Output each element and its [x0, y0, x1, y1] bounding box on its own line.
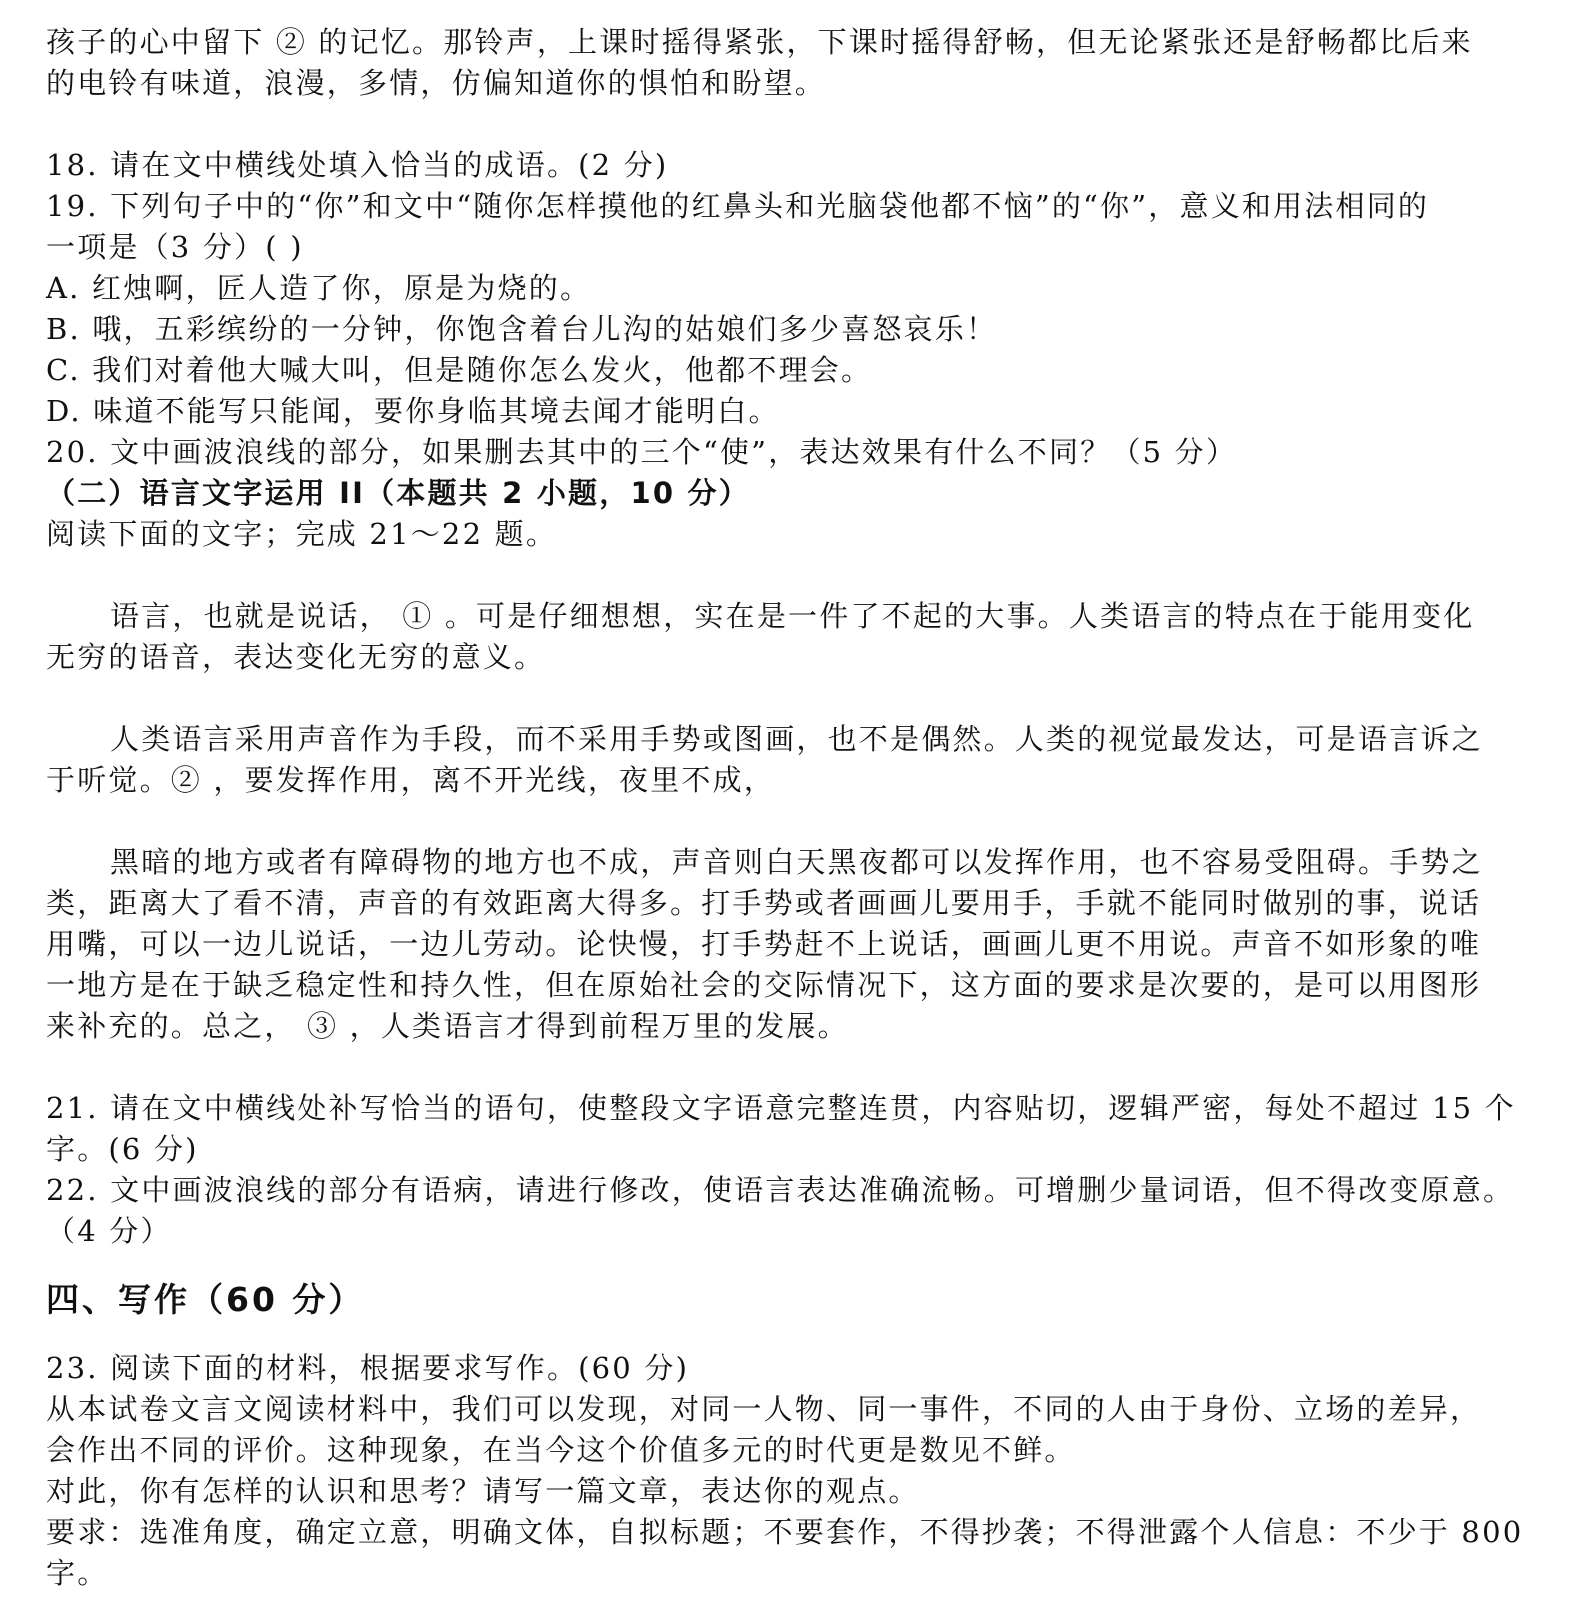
question-22-line-1: 22. 文中画波浪线的部分有语病，请进行修改，使语言表达准确流畅。可增删少量词语，但不得改变原意。 — [46, 1173, 1515, 1207]
question-19-option-a: A. 红烛啊，匠人造了你，原是为烧的。 — [46, 271, 592, 305]
section-4-title: 四、写作（60 分） — [46, 1280, 365, 1319]
spacer — [46, 555, 1546, 596]
spacer — [46, 801, 1546, 842]
passage-2-para-1-line-1: 语言，也就是说话， ① 。可是仔细想想，实在是一件了不起的大事。人类语言的特点在于能用变化 — [110, 599, 1475, 633]
passage-2-para-1-line-2: 无穷的语音，表达变化无穷的意义。 — [46, 640, 546, 674]
passage-2-para-3-line-4: 一地方是在于缺乏稳定性和持久性，但在原始社会的交际情况下，这方面的要求是次要的，是可以用图形 — [46, 968, 1482, 1002]
spacer — [46, 1047, 1546, 1088]
spacer — [46, 678, 1546, 719]
question-23-requirements-line-1: 要求：选准角度，确定立意，明确文体，自拟标题；不要套作，不得抄袭；不得泄露个人信息：不少于 800 — [46, 1515, 1524, 1549]
question-21-line-1: 21. 请在文中横线处补写恰当的语句，使整段文字语意完整连贯，内容贴切，逻辑严密，每处不超过 15 个 — [46, 1091, 1516, 1125]
question-18: 18. 请在文中横线处填入恰当的成语。(2 分) — [46, 148, 669, 182]
passage-end-line-1: 孩子的心中留下 ② 的记忆。那铃声，上课时摇得紧张，下课时摇得舒畅，但无论紧张还是舒畅都比后来 — [46, 25, 1473, 59]
passage-2-para-3-line-2: 类，距离大了看不清，声音的有效距离大得多。打手势或者画画儿要用手，手就不能同时做别的事，说话 — [46, 886, 1482, 920]
question-23-material-line-2: 会作出不同的评价。这种现象，在当今这个价值多元的时代更是数见不鲜。 — [46, 1433, 1076, 1467]
question-23-material-line-3: 对此，你有怎样的认识和思考？请写一篇文章，表达你的观点。 — [46, 1474, 920, 1508]
question-19-stem-line-1: 19. 下列句子中的“你”和文中“随你怎样摸他的红鼻头和光脑袋他都不恼”的“你”，意义和用法相同的 — [46, 189, 1430, 223]
passage-2-para-3-line-3: 用嘴，可以一边儿说话，一边儿劳动。论快慢，打手势赶不上说话，画画儿更不用说。声音不如形象的唯 — [46, 927, 1482, 961]
question-23-material-line-1: 从本试卷文言文阅读材料中，我们可以发现，对同一人物、同一事件，不同的人由于身份、立场的差异， — [46, 1392, 1482, 1426]
spacer — [46, 1252, 1546, 1274]
exam-page — [46, 22, 1546, 1594]
spacer — [46, 104, 1546, 145]
passage-end-line-2: 的电铃有味道，浪漫，多情，仿偏知道你的惧怕和盼望。 — [46, 66, 827, 100]
question-22-line-2: （4 分） — [46, 1214, 172, 1248]
passage-2-para-3-line-1: 黑暗的地方或者有障碍物的地方也不成，声音则白天黑夜都可以发挥作用，也不容易受阻碍。手势之 — [110, 845, 1483, 879]
question-19-option-b: B. 哦，五彩缤纷的一分钟，你饱含着台儿沟的姑娘们多少喜怒哀乐！ — [46, 312, 998, 346]
question-19-stem-line-2: 一项是（3 分）( ) — [46, 230, 304, 264]
passage-2-para-2-line-1: 人类语言采用声音作为手段，而不采用手势或图画，也不是偶然。人类的视觉最发达，可是语言诉之 — [110, 722, 1483, 756]
question-20: 20. 文中画波浪线的部分，如果删去其中的三个“使”，表达效果有什么不同？（5 分） — [46, 435, 1238, 469]
passage-2-para-2-line-2: 于听觉。② ，要发挥作用，离不开光线，夜里不成， — [46, 763, 776, 797]
question-23-requirements-line-2: 字。 — [46, 1556, 109, 1590]
section-2-intro: 阅读下面的文字；完成 21～22 题。 — [46, 517, 558, 551]
spacer — [46, 1326, 1546, 1348]
passage-2-para-3-line-5: 来补充的。总之， ③ ，人类语言才得到前程万里的发展。 — [46, 1009, 849, 1043]
question-23-stem: 23. 阅读下面的材料，根据要求写作。(60 分) — [46, 1351, 690, 1385]
question-19-option-c: C. 我们对着他大喊大叫，但是随你怎么发火，他都不理会。 — [46, 353, 873, 387]
question-19-option-d: D. 味道不能写只能闻，要你身临其境去闻才能明白。 — [46, 394, 780, 428]
section-2-title: （二）语言文字运用 II（本题共 2 小题，10 分） — [46, 476, 750, 510]
question-21-line-2: 字。(6 分) — [46, 1132, 199, 1166]
